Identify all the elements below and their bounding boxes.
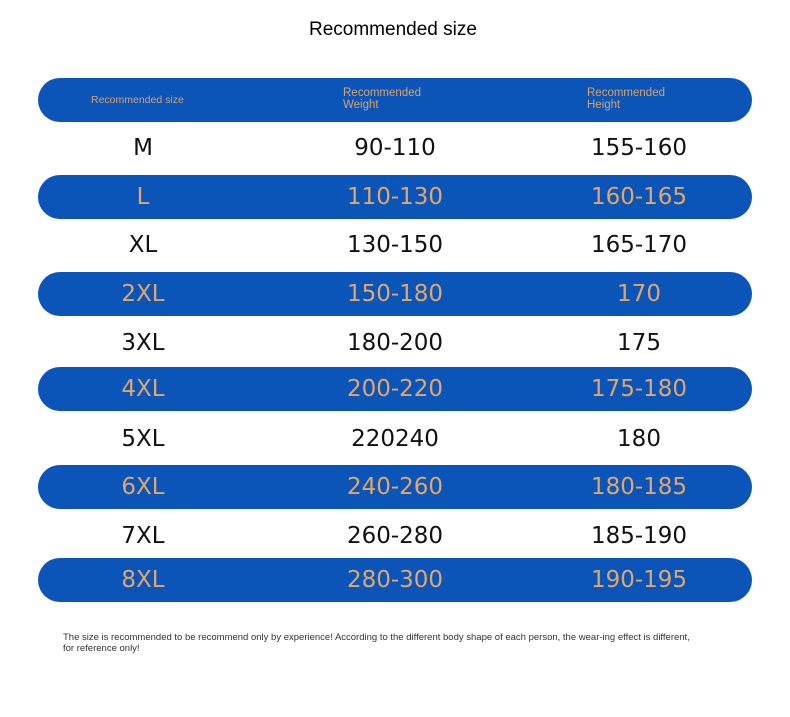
weight-cell: 130-150	[346, 232, 444, 258]
table-row	[38, 558, 752, 602]
height-cell: 180-185	[590, 474, 688, 500]
weight-cell: 150-180	[346, 281, 444, 307]
weight-cell: 90-110	[354, 135, 436, 161]
height-cell: 160-165	[590, 184, 688, 210]
height-cell: 175-180	[590, 376, 688, 402]
height-cell: 165-170	[590, 232, 688, 258]
header-weight: Recommended Weight	[343, 87, 421, 111]
disclaimer-note: The size is recommended to be recommend only by experience! According to the different body shape of each person, the wear-ing effect is different, for reference only!	[63, 632, 690, 654]
table-row	[38, 126, 752, 170]
table-row	[38, 272, 752, 316]
weight-cell: 280-300	[346, 567, 444, 593]
header-size: Recommended size	[91, 94, 184, 106]
height-cell: 185-190	[590, 523, 688, 549]
weight-cell: 260-280	[346, 523, 444, 549]
size-cell: 3XL	[121, 330, 165, 356]
weight-cell: 200-220	[346, 376, 444, 402]
size-cell: 2XL	[121, 281, 165, 307]
size-cell: XL	[128, 232, 158, 258]
page-title: Recommended size	[309, 19, 477, 40]
size-cell: 4XL	[121, 376, 165, 402]
size-cell: 6XL	[121, 474, 165, 500]
header-height: Recommended Height	[587, 87, 665, 111]
table-row	[38, 465, 752, 509]
table-row	[38, 223, 752, 267]
table-row	[38, 514, 752, 558]
weight-cell: 180-200	[346, 330, 444, 356]
table-row	[38, 367, 752, 411]
size-cell: 8XL	[121, 567, 165, 593]
size-cell: M	[133, 135, 153, 161]
size-cell: L	[136, 184, 150, 210]
height-cell: 175	[617, 330, 661, 356]
table-row	[38, 417, 752, 461]
height-cell: 170	[617, 281, 661, 307]
height-cell: 155-160	[590, 135, 688, 161]
size-cell: 5XL	[121, 426, 165, 452]
height-cell: 190-195	[590, 567, 688, 593]
weight-cell: 110-130	[346, 184, 444, 210]
table-row	[38, 175, 752, 219]
height-cell: 180	[617, 426, 661, 452]
table-row	[38, 321, 752, 365]
table-header	[38, 78, 752, 122]
size-cell: 7XL	[121, 523, 165, 549]
weight-cell: 220240	[351, 426, 439, 452]
weight-cell: 240-260	[346, 474, 444, 500]
